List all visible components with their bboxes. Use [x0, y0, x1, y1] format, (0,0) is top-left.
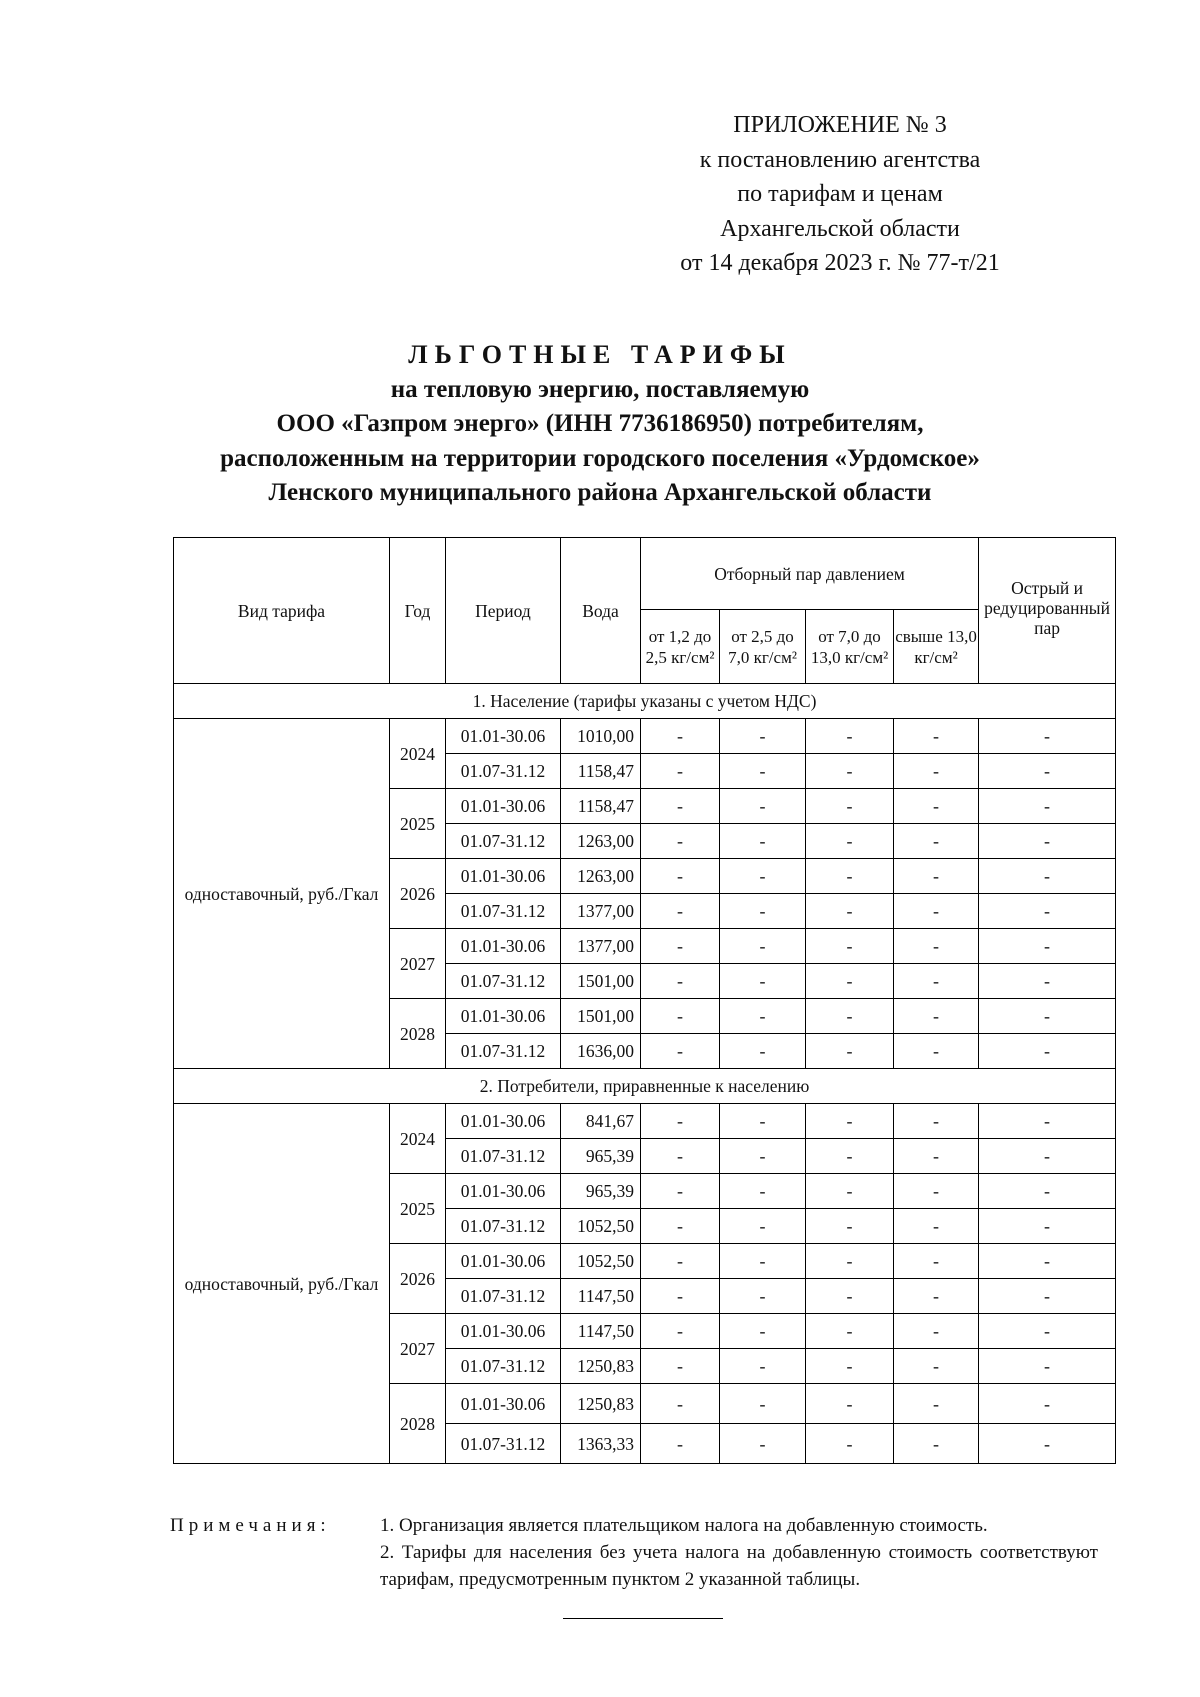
period-cell: 01.01-30.06: [446, 929, 561, 964]
sharp-steam-cell: -: [979, 1424, 1116, 1464]
document-title: [100, 338, 1100, 511]
pressure-4-cell: -: [894, 1384, 979, 1424]
pressure-3-cell: -: [806, 1384, 894, 1424]
pressure-4-cell: -: [894, 1424, 979, 1464]
section-title: 2. Потребители, приравненные к населению: [174, 1069, 1116, 1104]
sharp-steam-cell: -: [979, 859, 1116, 894]
header-pressure-2: от 2,5 до 7,0 кг/см²: [720, 610, 806, 684]
year-cell: 2024: [390, 719, 446, 789]
water-value-cell: 841,67: [561, 1104, 641, 1139]
water-value-cell: 1010,00: [561, 719, 641, 754]
appendix-ref-line: по тарифам и ценам: [737, 181, 943, 207]
pressure-2-cell: -: [720, 894, 806, 929]
pressure-1-cell: -: [641, 999, 720, 1034]
pressure-2-cell: -: [720, 1209, 806, 1244]
period-cell: 01.01-30.06: [446, 859, 561, 894]
pressure-1-cell: -: [641, 1349, 720, 1384]
pressure-2-cell: -: [720, 1279, 806, 1314]
pressure-3-cell: -: [806, 1034, 894, 1069]
water-value-cell: 965,39: [561, 1139, 641, 1174]
title-line: ООО «Газпром энерго» (ИНН 7736186950) потребителям,: [276, 410, 924, 437]
sharp-steam-cell: -: [979, 1174, 1116, 1209]
sharp-steam-cell: -: [979, 719, 1116, 754]
period-cell: 01.01-30.06: [446, 1244, 561, 1279]
pressure-1-cell: -: [641, 1034, 720, 1069]
pressure-2-cell: -: [720, 1244, 806, 1279]
pressure-3-cell: -: [806, 1209, 894, 1244]
pressure-4-cell: -: [894, 999, 979, 1034]
pressure-1-cell: -: [641, 719, 720, 754]
pressure-4-cell: -: [894, 1279, 979, 1314]
pressure-3-cell: -: [806, 1139, 894, 1174]
table-row: [174, 719, 1116, 754]
pressure-3-cell: -: [806, 1349, 894, 1384]
period-cell: 01.07-31.12: [446, 1139, 561, 1174]
pressure-4-cell: -: [894, 929, 979, 964]
header-sharp-steam: Острый и редуцированный пар: [979, 538, 1116, 684]
pressure-2-cell: -: [720, 1424, 806, 1464]
period-cell: 01.07-31.12: [446, 964, 561, 999]
period-cell: 01.01-30.06: [446, 999, 561, 1034]
pressure-4-cell: -: [894, 1244, 979, 1279]
pressure-4-cell: -: [894, 1139, 979, 1174]
period-cell: 01.01-30.06: [446, 1174, 561, 1209]
period-cell: 01.07-31.12: [446, 1209, 561, 1244]
tariff-type-cell: одноставочный, руб./Гкал: [174, 719, 390, 1069]
period-cell: 01.01-30.06: [446, 1384, 561, 1424]
sharp-steam-cell: -: [979, 1314, 1116, 1349]
pressure-2-cell: -: [720, 754, 806, 789]
pressure-2-cell: -: [720, 1384, 806, 1424]
water-value-cell: 1250,83: [561, 1349, 641, 1384]
sharp-steam-cell: -: [979, 789, 1116, 824]
pressure-1-cell: -: [641, 859, 720, 894]
water-value-cell: 1158,47: [561, 789, 641, 824]
period-cell: 01.07-31.12: [446, 1424, 561, 1464]
pressure-1-cell: -: [641, 824, 720, 859]
pressure-2-cell: -: [720, 1314, 806, 1349]
header-pressure-4: свыше 13,0 кг/см²: [894, 610, 979, 684]
period-cell: 01.07-31.12: [446, 894, 561, 929]
water-value-cell: 1158,47: [561, 754, 641, 789]
water-value-cell: 1147,50: [561, 1314, 641, 1349]
water-value-cell: 1250,83: [561, 1384, 641, 1424]
year-cell: 2024: [390, 1104, 446, 1174]
water-value-cell: 1501,00: [561, 999, 641, 1034]
pressure-3-cell: -: [806, 964, 894, 999]
sharp-steam-cell: -: [979, 929, 1116, 964]
pressure-4-cell: -: [894, 1209, 979, 1244]
water-value-cell: 1263,00: [561, 859, 641, 894]
header-pressure-3: от 7,0 до 13,0 кг/см²: [806, 610, 894, 684]
pressure-2-cell: -: [720, 824, 806, 859]
header-water: Вода: [561, 538, 641, 684]
water-value-cell: 1263,00: [561, 824, 641, 859]
pressure-1-cell: -: [641, 894, 720, 929]
pressure-4-cell: -: [894, 789, 979, 824]
pressure-2-cell: -: [720, 789, 806, 824]
header-tariff-type: Вид тарифа: [174, 538, 390, 684]
pressure-4-cell: -: [894, 964, 979, 999]
section-title: 1. Население (тарифы указаны с учетом НДС): [174, 684, 1116, 719]
pressure-3-cell: -: [806, 1174, 894, 1209]
period-cell: 01.01-30.06: [446, 719, 561, 754]
sharp-steam-cell: -: [979, 894, 1116, 929]
year-cell: 2026: [390, 1244, 446, 1314]
water-value-cell: 1501,00: [561, 964, 641, 999]
pressure-3-cell: -: [806, 929, 894, 964]
document-header: [640, 108, 1040, 281]
year-cell: 2028: [390, 1384, 446, 1464]
year-cell: 2026: [390, 859, 446, 929]
period-cell: 01.07-31.12: [446, 1349, 561, 1384]
pressure-1-cell: -: [641, 929, 720, 964]
water-value-cell: 1377,00: [561, 929, 641, 964]
pressure-3-cell: -: [806, 1314, 894, 1349]
pressure-1-cell: -: [641, 789, 720, 824]
pressure-4-cell: -: [894, 754, 979, 789]
pressure-1-cell: -: [641, 1209, 720, 1244]
pressure-2-cell: -: [720, 999, 806, 1034]
appendix-ref-line: к постановлению агентства: [699, 146, 981, 173]
year-cell: 2025: [390, 1174, 446, 1244]
water-value-cell: 1377,00: [561, 894, 641, 929]
pressure-1-cell: -: [641, 754, 720, 789]
closing-rule: [563, 1618, 723, 1619]
pressure-1-cell: -: [641, 1174, 720, 1209]
sharp-steam-cell: -: [979, 999, 1116, 1034]
pressure-1-cell: -: [641, 964, 720, 999]
pressure-3-cell: -: [806, 1244, 894, 1279]
sharp-steam-cell: -: [979, 1384, 1116, 1424]
tariff-type-cell: одноставочный, руб./Гкал: [174, 1104, 390, 1464]
period-cell: 01.07-31.12: [446, 754, 561, 789]
appendix-date-number: от 14 декабря 2023 г. № 77-т/21: [680, 250, 1000, 276]
pressure-4-cell: -: [894, 859, 979, 894]
water-value-cell: 1052,50: [561, 1244, 641, 1279]
tariff-table: [173, 537, 1116, 1464]
period-cell: 01.07-31.12: [446, 1034, 561, 1069]
pressure-1-cell: -: [641, 1139, 720, 1174]
title-line: расположенным на территории городского поселения «Урдомское»: [220, 444, 980, 472]
pressure-2-cell: -: [720, 964, 806, 999]
notes-text: [380, 1512, 1098, 1593]
pressure-4-cell: -: [894, 1174, 979, 1209]
pressure-3-cell: -: [806, 824, 894, 859]
table-row: [174, 1104, 1116, 1139]
sharp-steam-cell: -: [979, 1104, 1116, 1139]
pressure-2-cell: -: [720, 859, 806, 894]
sharp-steam-cell: -: [979, 964, 1116, 999]
pressure-3-cell: -: [806, 999, 894, 1034]
note-item: 2. Тарифы для населения без учета налога на добавленную стоимость соответствуют тарифам, предусмотренным пунктом 2 указанной таблицы.: [380, 1542, 1098, 1590]
year-cell: 2028: [390, 999, 446, 1069]
pressure-3-cell: -: [806, 1104, 894, 1139]
pressure-4-cell: -: [894, 894, 979, 929]
title-line: Ленского муниципального района Архангельской области: [268, 479, 932, 506]
header-period: Период: [446, 538, 561, 684]
appendix-number: ПРИЛОЖЕНИЕ № 3: [733, 112, 947, 138]
pressure-3-cell: -: [806, 1424, 894, 1464]
pressure-4-cell: -: [894, 1349, 979, 1384]
title-line: на тепловую энергию, поставляемую: [390, 375, 810, 403]
pressure-2-cell: -: [720, 1349, 806, 1384]
sharp-steam-cell: -: [979, 1209, 1116, 1244]
pressure-3-cell: -: [806, 754, 894, 789]
notes-label: Примечания:: [170, 1515, 331, 1536]
header-pressure-1: от 1,2 до 2,5 кг/см²: [641, 610, 720, 684]
period-cell: 01.07-31.12: [446, 1279, 561, 1314]
header-year: Год: [390, 538, 446, 684]
water-value-cell: 1052,50: [561, 1209, 641, 1244]
period-cell: 01.01-30.06: [446, 1104, 561, 1139]
period-cell: 01.01-30.06: [446, 1314, 561, 1349]
water-value-cell: 1636,00: [561, 1034, 641, 1069]
pressure-4-cell: -: [894, 1034, 979, 1069]
pressure-1-cell: -: [641, 1104, 720, 1139]
pressure-2-cell: -: [720, 1104, 806, 1139]
pressure-4-cell: -: [894, 1104, 979, 1139]
pressure-4-cell: -: [894, 824, 979, 859]
appendix-ref-line: Архангельской области: [720, 215, 960, 242]
title-main: ЛЬГОТНЫЕ ТАРИФЫ: [408, 340, 792, 369]
sharp-steam-cell: -: [979, 1034, 1116, 1069]
sharp-steam-cell: -: [979, 1279, 1116, 1314]
sharp-steam-cell: -: [979, 1244, 1116, 1279]
pressure-1-cell: -: [641, 1244, 720, 1279]
year-cell: 2027: [390, 929, 446, 999]
year-cell: 2025: [390, 789, 446, 859]
sharp-steam-cell: -: [979, 824, 1116, 859]
pressure-2-cell: -: [720, 929, 806, 964]
note-item: 1. Организация является плательщиком налога на добавленную стоимость.: [380, 1515, 988, 1536]
pressure-2-cell: -: [720, 719, 806, 754]
pressure-1-cell: -: [641, 1384, 720, 1424]
water-value-cell: 1363,33: [561, 1424, 641, 1464]
pressure-4-cell: -: [894, 1314, 979, 1349]
sharp-steam-cell: -: [979, 754, 1116, 789]
pressure-1-cell: -: [641, 1314, 720, 1349]
period-cell: 01.07-31.12: [446, 824, 561, 859]
pressure-1-cell: -: [641, 1279, 720, 1314]
sharp-steam-cell: -: [979, 1139, 1116, 1174]
pressure-3-cell: -: [806, 719, 894, 754]
pressure-1-cell: -: [641, 1424, 720, 1464]
pressure-2-cell: -: [720, 1034, 806, 1069]
header-selected-steam: Отборный пар давлением: [641, 538, 979, 610]
water-value-cell: 965,39: [561, 1174, 641, 1209]
water-value-cell: 1147,50: [561, 1279, 641, 1314]
pressure-2-cell: -: [720, 1139, 806, 1174]
period-cell: 01.01-30.06: [446, 789, 561, 824]
sharp-steam-cell: -: [979, 1349, 1116, 1384]
pressure-2-cell: -: [720, 1174, 806, 1209]
pressure-3-cell: -: [806, 859, 894, 894]
pressure-3-cell: -: [806, 789, 894, 824]
year-cell: 2027: [390, 1314, 446, 1384]
pressure-4-cell: -: [894, 719, 979, 754]
pressure-3-cell: -: [806, 1279, 894, 1314]
pressure-3-cell: -: [806, 894, 894, 929]
